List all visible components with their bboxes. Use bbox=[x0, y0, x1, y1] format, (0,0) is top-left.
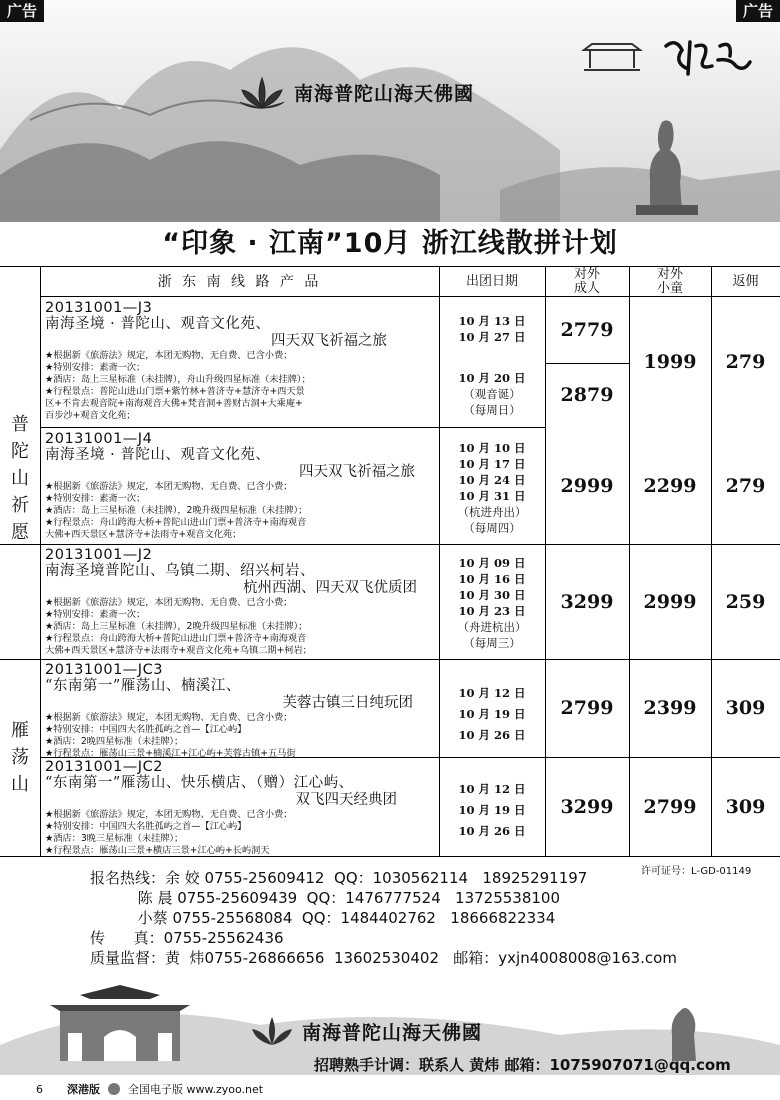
departure-dates: 10 月 09 日 10 月 16 日 10 月 30 日 10 月 23 日 （舟进杭出） （每周三） bbox=[457, 556, 527, 650]
footer-brand bbox=[250, 1013, 482, 1049]
tour-table bbox=[0, 266, 780, 856]
product-code: 20131001—J3 bbox=[45, 300, 153, 316]
website-link[interactable]: 全国电子版 www.zyoo.net bbox=[128, 1083, 264, 1096]
adult-price: 3299 bbox=[560, 590, 614, 613]
page-footer bbox=[36, 1081, 263, 1097]
adult-price: 2879 bbox=[560, 384, 614, 406]
departure-dates: 10 月 12 日 10 月 19 日 10 月 26 日 bbox=[458, 686, 526, 742]
brand-name: 南海普陀山海天佛國 bbox=[294, 82, 475, 105]
header-adult: 对外成人 bbox=[545, 267, 629, 297]
page-number: 6 bbox=[36, 1082, 43, 1096]
contact-hotline-1: 报名热线：余 姣 0755-25609412 QQ：1030562114 18925291197 bbox=[90, 869, 588, 887]
header-child: 对外小童 bbox=[629, 267, 711, 297]
product-jc2: 20131001—JC2 “东南第一”雁荡山、快乐横店、（赠）江心屿、 双飞四天经典团 ★根据新《旅游法》规定，本团无购物、无自费、已含小费； ★特别安排：中国四大名胜孤屿之首—【江心屿】 ★酒店：3晚三星标准（未挂牌）； ★行程景点：雁荡山三景+横店三景+江心屿+长屿洞天 bbox=[45, 759, 437, 856]
product-name: 双飞四天经典团 bbox=[295, 792, 397, 808]
ad-tag-right: 广告 bbox=[736, 0, 780, 22]
rebate: 279 bbox=[725, 351, 766, 373]
contact-hotline-3: 小蔡 0755-25568084 QQ：1484402762 18666822334 bbox=[90, 909, 556, 927]
child-price: 2799 bbox=[643, 795, 697, 818]
main-title: “印象 · 江南”10月 浙江线散拼计划 bbox=[162, 228, 618, 259]
ad-tag-left: 广告 bbox=[0, 0, 44, 22]
adult-price: 2999 bbox=[560, 474, 614, 497]
contact-hotline-2: 陈 晨 0755-25609439 QQ：1476777524 13725538100 bbox=[90, 889, 561, 907]
departure-dates: 10 月 20 日 （观音诞） （每周日） bbox=[458, 371, 526, 417]
adult-price: 3299 bbox=[560, 795, 614, 818]
product-name: 四天双飞祈福之旅 bbox=[299, 464, 415, 480]
departure-dates: 10 月 13 日 10 月 27 日 bbox=[458, 314, 526, 344]
product-code: 20131001—J4 bbox=[45, 431, 153, 447]
product-name: 芙蓉古镇三日纯玩团 bbox=[282, 695, 413, 711]
rebate: 309 bbox=[725, 697, 766, 719]
gate-roof-icon bbox=[80, 985, 160, 999]
adult-price: 2799 bbox=[560, 697, 614, 719]
child-price: 2399 bbox=[643, 697, 697, 719]
hiring-notice: 招聘熟手计调：联系人 黄炜 邮箱：1075907071@qq.com bbox=[314, 1056, 731, 1074]
header-rebate: 返佣 bbox=[711, 267, 780, 297]
footer-brand-name: 南海普陀山海天佛國 bbox=[302, 1021, 483, 1044]
contact-fax: 传 真：0755-25562436 bbox=[90, 929, 284, 947]
product-code: 20131001—JC2 bbox=[45, 759, 163, 775]
rebate: 259 bbox=[725, 590, 766, 613]
product-code: 20131001—JC3 bbox=[45, 662, 163, 678]
departure-dates: 10 月 12 日 10 月 19 日 10 月 26 日 bbox=[458, 782, 526, 838]
child-price: 2299 bbox=[643, 474, 697, 497]
child-price: 2999 bbox=[643, 590, 697, 613]
contact-quality: 质量监督：黄 炜0755-26866656 13602530402 邮箱：yxjn4008008@163.com bbox=[90, 949, 677, 967]
product-name: 南海圣境 · 普陀山、观音文化苑、 bbox=[45, 447, 271, 463]
product-name: “东南第一”雁荡山、快乐横店、（赠）江心屿、 bbox=[45, 775, 354, 791]
jiangnan-logo bbox=[660, 36, 752, 80]
edition-label: 深港版 bbox=[67, 1083, 100, 1096]
product-name: 南海圣境 · 普陀山、观音文化苑、 bbox=[45, 316, 271, 332]
departure-dates: 10 月 10 日 10 月 17 日 10 月 24 日 10 月 31 日 （杭进舟出） （每周四） bbox=[457, 441, 527, 535]
category-putuo: 普 陀 山 祈 愿 bbox=[11, 413, 29, 543]
child-price: 1999 bbox=[643, 351, 697, 373]
adult-price: 2779 bbox=[560, 319, 614, 341]
zyoo-logo-icon bbox=[108, 1083, 120, 1095]
calligraphy-logo-icon bbox=[660, 36, 752, 80]
license-number: 许可证号：L-GD-01149 bbox=[641, 866, 752, 877]
product-code: 20131001—J2 bbox=[45, 547, 153, 563]
rebate: 309 bbox=[725, 795, 766, 818]
product-name: 四天双飞祈福之旅 bbox=[271, 333, 387, 349]
product-j2: 20131001—J2 南海圣境普陀山、乌镇二期、绍兴柯岩、 杭州西湖、四天双飞优质团 ★根据新《旅游法》规定，本团无购物、无自费、已含小费； ★特别安排：素斋一次； ★酒店：岛上三星标准（未挂牌），2晚升级四星标准（未挂牌）； ★行程景点：舟山跨海大桥+普陀山进山门票+普济寺+南海观音 大佛+西天景区+慧济寺+法雨寺+观音文化苑+乌镇二期+柯岩； bbox=[45, 547, 437, 659]
product-j3: 20131001—J3 南海圣境 · 普陀山、观音文化苑、 四天双飞祈福之旅 ★根据新《旅游法》规定，本团无购物、无自费、已含小费； ★特别安排：素斋一次； ★酒店：岛上三星标准（未挂牌），舟山升级四星标准（未挂牌）； ★行程景点：普陀山进山门票+紫竹林+普济寺+慧济寺+西天景 区+不肯去观音院+南海观音大佛+梵音洞+善财古洞+大乘庵+ 百步沙+观音文化苑； bbox=[45, 300, 437, 428]
product-name: 南海圣境普陀山、乌镇二期、绍兴柯岩、 bbox=[45, 563, 315, 579]
rebate: 279 bbox=[725, 474, 766, 497]
lotus-icon bbox=[238, 72, 286, 112]
brand-header bbox=[238, 72, 474, 112]
lotus-icon bbox=[250, 1013, 294, 1049]
product-j4: 20131001—J4 南海圣境 · 普陀山、观音文化苑、 四天双飞祈福之旅 ★根据新《旅游法》规定，本团无购物、无自费、已含小费； ★特别安排：素斋一次； ★酒店：岛上三星标准（未挂牌），2晚升级四星标准（未挂牌）； ★行程景点：舟山跨海大桥+普陀山进山门票+普济寺+南海观音 大佛+西天景区+慧济寺+法雨寺+观音文化苑； bbox=[45, 431, 437, 543]
category-yandang: 雁 荡 山 bbox=[11, 720, 29, 795]
product-name: 杭州西湖、四天双飞优质团 bbox=[243, 580, 417, 596]
product-jc3: 20131001—JC3 “东南第一”雁荡山、楠溪江、 芙蓉古镇三日纯玩团 ★根据新《旅游法》规定，本团无购物、无自费、已含小费； ★特别安排：中国四大名胜孤屿之首—【江心屿】 ★酒店：2晚四星标准（未挂牌）； ★行程景点：雁荡山三景+楠溪江+江心屿+芙蓉古镇+五马街 bbox=[45, 662, 437, 757]
header-product: 浙 东 南 线 路 产 品 bbox=[40, 267, 439, 297]
header-date: 出团日期 bbox=[439, 267, 545, 297]
product-name: “东南第一”雁荡山、楠溪江、 bbox=[45, 678, 241, 694]
